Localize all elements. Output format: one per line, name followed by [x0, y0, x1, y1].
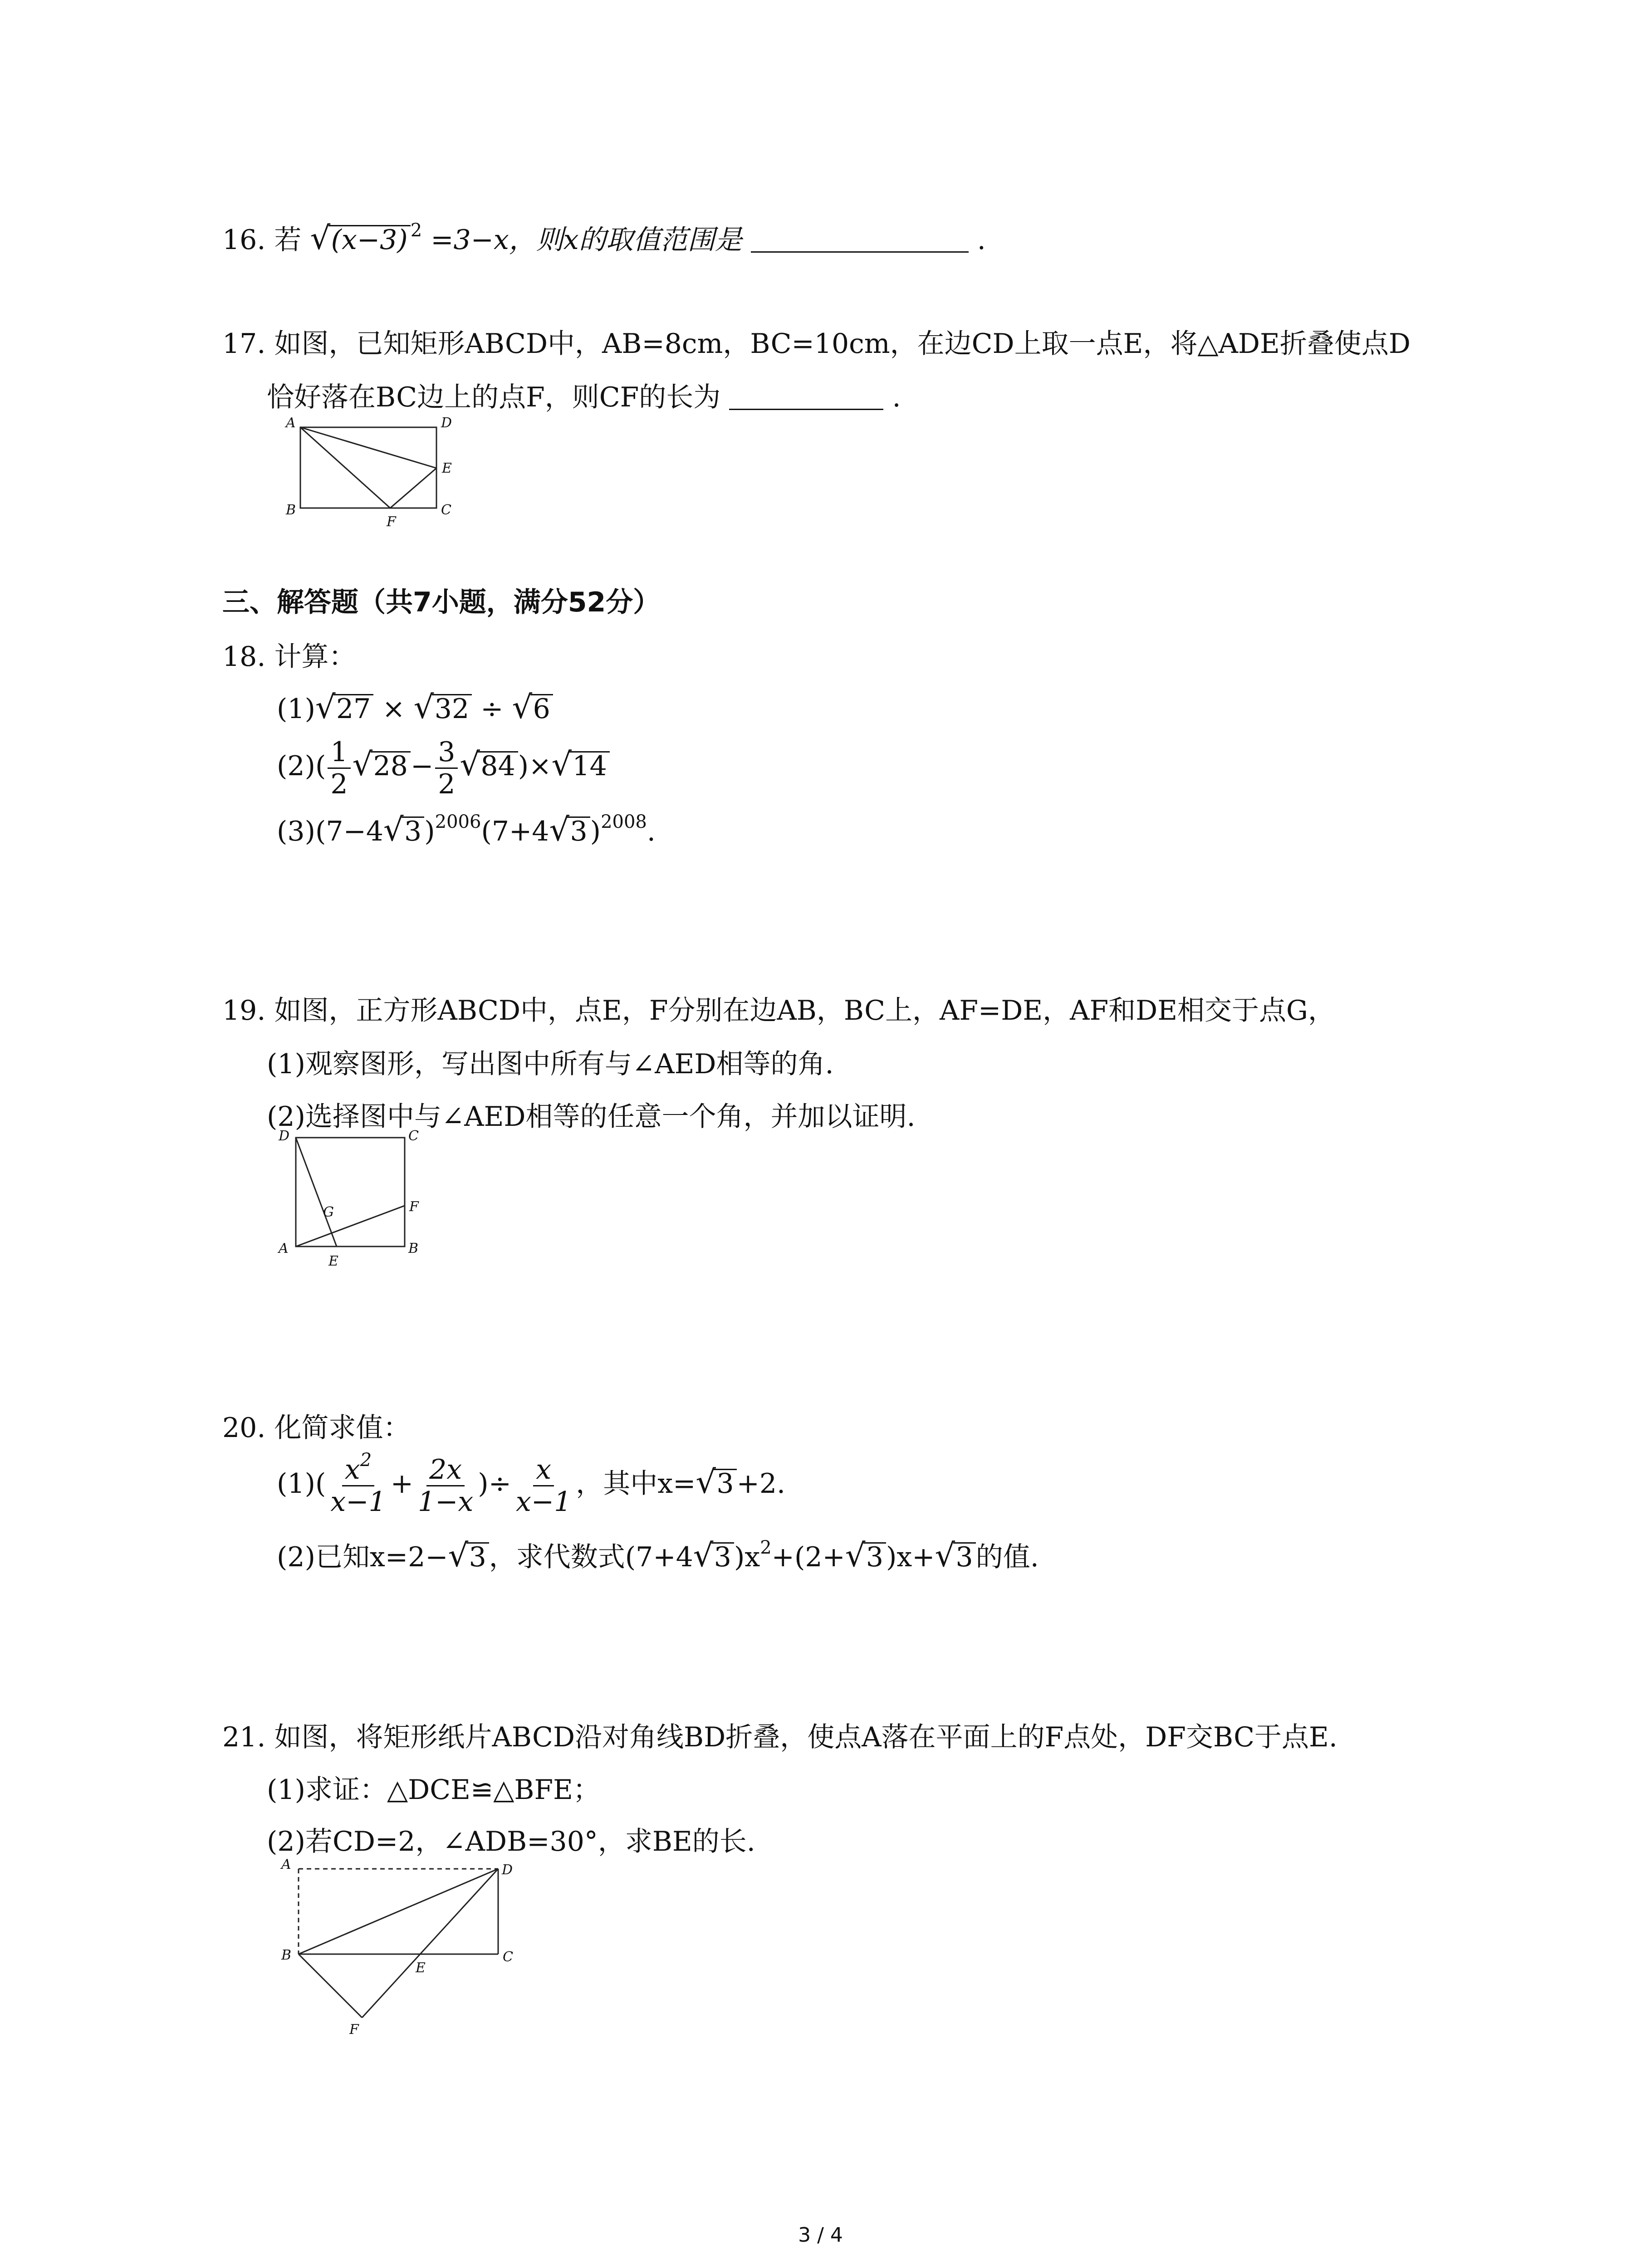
q21-label-e: E: [416, 1960, 426, 1976]
q18-p3-label: (3)(7−4: [277, 816, 384, 847]
q18-p2-sqrt-3: √ 14: [551, 751, 609, 780]
q17-number: 17.: [222, 328, 266, 360]
q21-line-df: [362, 1869, 498, 2018]
q21-part-1: (1)求证：△DCE≌△BFE；: [267, 1774, 600, 1806]
q16-prefix: 若: [274, 224, 302, 256]
q20-part-1: [277, 1450, 786, 1518]
q18-p3-open-2: (7+4: [481, 816, 549, 847]
q17-rectangle: [300, 427, 436, 508]
q21-label-a: A: [281, 1857, 291, 1872]
q18-p1-sqrt-3: √ 6: [512, 694, 553, 723]
q19-number: 19.: [222, 995, 266, 1026]
q20-p1-close: )÷: [478, 1468, 511, 1500]
q18-p2-label: (2)(: [277, 750, 326, 782]
q20-p1-frac-1: $\frac{x^2}{x-1}$: [330, 1450, 386, 1518]
q18-title: 计算：: [274, 641, 356, 673]
q19-label-g: G: [323, 1204, 334, 1220]
q20-p2-f: 的值.: [975, 1541, 1039, 1573]
q21-figure: [272, 1851, 544, 2050]
q20-p2-sqrt-3: √ 3: [845, 1542, 886, 1571]
q18-p2-frac-2: $\frac{3}{2}$: [435, 738, 458, 798]
q19-line-af: [296, 1206, 405, 1246]
q19-square: [296, 1138, 405, 1246]
q19-label-a: A: [279, 1241, 289, 1256]
q17-end: .: [892, 381, 901, 413]
q18-p3-sqrt-1: √ 3: [383, 816, 424, 845]
q17-label-b: B: [286, 502, 296, 518]
question-18-title: [222, 641, 356, 673]
q19-label-d: D: [279, 1128, 290, 1144]
q19-text-1: 如图，正方形ABCD中，点E，F分别在边AB，BC上，AF=DE，AF和DE相交于点G，: [274, 995, 1335, 1026]
question-17-line1: [222, 328, 1411, 360]
q18-p3-exp-2: 2008: [601, 811, 647, 832]
q18-number: 18.: [222, 641, 266, 673]
q20-p2-e: )x+: [886, 1541, 935, 1573]
q20-p2-sqrt-4: √ 3: [935, 1542, 976, 1571]
q19-line-de: [296, 1138, 337, 1246]
q18-p1-sqrt-1: √ 27: [315, 694, 373, 723]
q17-answer-blank[interactable]: [729, 409, 883, 410]
q18-p3-exp-1: 2006: [435, 811, 481, 832]
q18-p2-sqrt-1: √ 28: [353, 751, 411, 780]
q20-number: 20.: [222, 1412, 266, 1444]
question-19-line1: [222, 997, 1335, 1024]
q18-p3-sqrt-2: √ 3: [549, 816, 590, 845]
q17-line-ae: [300, 427, 436, 468]
q16-radical: √ (x−3): [310, 225, 411, 254]
page-number: 3 / 4: [798, 2224, 843, 2247]
q19-label-b: B: [408, 1241, 419, 1256]
q18-p3-close-1: ): [424, 816, 435, 847]
q18-p1-times: ×: [382, 693, 405, 725]
question-16: [222, 220, 986, 257]
q20-p2-sqrt-2: √ 3: [693, 1542, 734, 1571]
q17-text-2: 恰好落在BC边上的点F，则CF的长为: [267, 381, 721, 413]
q19-label-e: E: [328, 1253, 338, 1269]
q17-text-1: 如图，已知矩形ABCD中，AB=8cm，BC=10cm，在边CD上取一点E，将△ADE折叠使点D: [274, 328, 1411, 360]
q17-label-d: D: [441, 415, 452, 431]
q21-line-bf: [299, 1954, 362, 2018]
q17-label-c: C: [441, 502, 451, 518]
q21-text-1: 如图，将矩形纸片ABCD沿对角线BD折叠，使点A落在平面上的F点处，DF交BC于点E.: [274, 1721, 1337, 1753]
q20-p1-frac-3: $\frac{x}{x-1}$: [515, 1454, 572, 1518]
q21-label-d: D: [502, 1862, 513, 1878]
q17-line-fe: [390, 468, 436, 508]
q20-p1-where: ，其中x=: [576, 1468, 696, 1500]
q18-p1-divide: ÷: [480, 693, 504, 725]
q18-p3-end: .: [647, 816, 656, 847]
q17-line-af: [300, 427, 390, 508]
q21-part-2: (2)若CD=2，∠ADB=30°，求BE的长.: [267, 1826, 755, 1857]
q20-p1-label: (1)(: [277, 1468, 326, 1500]
q18-p2-frac-1: $\frac{1}{2}$: [328, 738, 350, 798]
q20-p2-sqrt-1: √ 3: [448, 1542, 489, 1571]
q21-label-b: B: [281, 1947, 292, 1963]
q19-label-f: F: [409, 1199, 419, 1215]
q18-part-3: [277, 811, 656, 848]
q20-p1-plus: +: [390, 1468, 413, 1500]
q17-label-e: E: [442, 460, 452, 476]
q21-label-f: F: [349, 2022, 359, 2038]
q16-middle: =3−x，则x的取值范围是: [431, 224, 742, 256]
question-21-line1: [222, 1721, 1337, 1753]
section-3-title: 三、解答题（共7小题，满分52分）: [222, 587, 661, 618]
question-20-title: [222, 1414, 411, 1442]
q20-p2-a: (2)已知x=2−: [277, 1541, 448, 1573]
q19-part-1: (1)观察图形，写出图中所有与∠AED相等的角.: [267, 1048, 834, 1080]
q18-p1-radicand-2: 32: [432, 694, 472, 723]
q20-p2-exp: 2: [760, 1537, 772, 1558]
q18-part-1: [277, 689, 553, 726]
q20-p2-c: )x: [734, 1541, 760, 1573]
q17-figure: [272, 417, 463, 535]
q18-p1-radicand-1: 27: [333, 694, 373, 723]
q17-label-a: A: [286, 415, 296, 431]
q16-end: .: [977, 224, 986, 256]
q16-number: 16.: [222, 224, 266, 256]
q20-p1-sqrt: √ 3: [696, 1469, 736, 1497]
q21-number: 21.: [222, 1721, 266, 1753]
q16-radicand: (x−3): [328, 225, 411, 254]
q21-diagonal-bd: [299, 1869, 498, 1954]
q18-p1-radicand-3: 6: [530, 694, 553, 723]
question-17-line2: [267, 381, 901, 413]
q19-part-2: (2)选择图中与∠AED相等的任意一个角，并加以证明.: [267, 1101, 916, 1133]
q20-p1-frac-2: $\frac{2x}{1-x}$: [417, 1454, 474, 1518]
q16-exponent: 2: [410, 220, 422, 241]
q18-p1-label: (1): [277, 693, 315, 725]
q18-p2-sqrt-2: √ 84: [460, 751, 518, 780]
q17-label-f: F: [387, 514, 396, 530]
q20-part-2: [277, 1537, 1039, 1574]
q20-p1-end: +2.: [736, 1468, 786, 1500]
q16-answer-blank[interactable]: [751, 251, 969, 253]
q20-p2-d: +(2+: [771, 1541, 845, 1573]
q18-p1-sqrt-2: √ 32: [414, 694, 472, 723]
q19-figure: [272, 1125, 445, 1275]
q18-part-2: [277, 738, 610, 798]
q18-p2-minus: −: [410, 750, 434, 782]
q20-title: 化简求值：: [274, 1412, 411, 1444]
q19-label-c: C: [408, 1128, 419, 1144]
q18-p3-close-2: ): [590, 816, 601, 847]
q18-p2-close: )×: [518, 750, 552, 782]
q21-label-c: C: [503, 1949, 513, 1965]
q20-p2-b: ，求代数式(7+4: [489, 1541, 693, 1573]
